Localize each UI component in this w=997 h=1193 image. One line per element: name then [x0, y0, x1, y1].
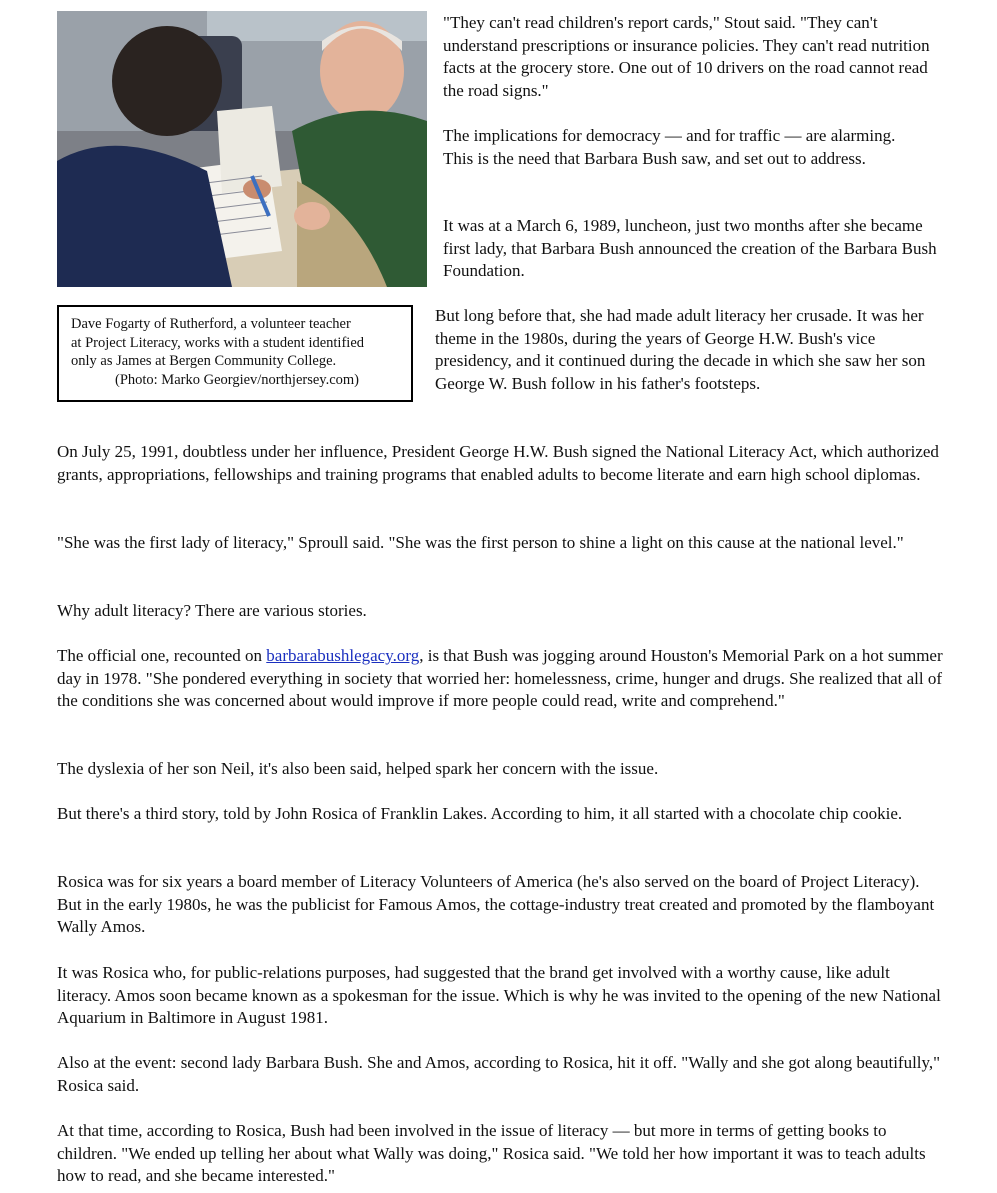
caption-line: Dave Fogarty of Rutherford, a volunteer teacher — [71, 316, 351, 332]
photo-caption — [57, 305, 413, 402]
paragraph: At that time, according to Rosica, Bush had been involved in the issue of literacy — but more in terms of getting books to children. "We ended up telling her about what Wally was doing," Rosica said. "We told her how important it was to teach adults how to read, and she became interested." — [57, 1121, 926, 1185]
caption-credit: (Photo: Marko Georgiev/northjersey.com) — [114, 371, 360, 388]
paragraph — [57, 645, 947, 713]
paragraph: "They can't read children's report cards," Stout said. "They can't understand prescriptions or insurance policies. They can't read nutrition facts at the grocery store. One out of 10 drivers on the road cannot read the road signs." — [443, 13, 930, 100]
paragraph: "She was the first lady of literacy," Sproull said. "She was the first person to shine a light on this cause at the national level." — [57, 533, 904, 552]
caption-line: only as James at Bergen Community College. — [71, 353, 337, 369]
paragraph: But there's a third story, told by John Rosica of Franklin Lakes. According to him, it all started with a chocolate chip cookie. — [57, 804, 903, 823]
paragraph: It was Rosica who, for public-relations purposes, had suggested that the brand get involved with a worthy cause, like adult literacy. Amos soon became known as a spokesman for the issue. Which is why he was invited to the opening of the new National Aquarium in Baltimore in August 1981. — [57, 963, 941, 1027]
text: The official one, recounted on — [57, 646, 267, 665]
photo-icon — [57, 11, 427, 287]
paragraph: But long before that, she had made adult literacy her crusade. It was her theme in the 1980s, during the years of George H.W. Bush's vice presidency, and it continued during the decade in which she saw her son George W. Bush follow in his father's footsteps. — [435, 306, 926, 393]
caption-line: at Project Literacy, works with a student identified — [71, 334, 365, 351]
paragraph: Also at the event: second lady Barbara Bush. She and Amos, according to Rosica, hit it off. "Wally and she got along beautifully," Rosica said. — [57, 1053, 941, 1095]
paragraph: It was at a March 6, 1989, luncheon, just two months after she became first lady, that Barbara Bush announced the creation of the Barbara Bush Foundation. — [443, 216, 937, 280]
paragraph: On July 25, 1991, doubtless under her influence, President George H.W. Bush signed the National Literacy Act, which authorized grants, appropriations, fellowships and training programs that enabled adults to become literate and earn high school diplomas. — [57, 442, 939, 484]
paragraph: Rosica was for six years a board member of Literacy Volunteers of America (he's also served on the board of Project Literacy). But in the early 1980s, he was the publicist for Famous Amos, the cottage-industry treat created and promoted by the flamboyant Wally Amos. — [57, 872, 935, 936]
paragraph: The implications for democracy — and for traffic — are alarming. This is the need that Barbara Bush saw, and set out to address. — [443, 126, 896, 168]
barbarabushlegacy-link[interactable]: barbarabushlegacy.org — [266, 646, 420, 665]
text: , is that Bush was jogging around Houston's Memorial Park on a hot summer day in 1978. "She pondered everything in society that worried her: homelessness, crime, hunger and drugs. She realized that all of the conditions she was concerned about would improve if more people could read, write and comprehend." — [57, 646, 943, 710]
paragraph: Why adult literacy? There are various stories. — [57, 601, 367, 620]
article-photo — [57, 11, 427, 287]
paragraph: The dyslexia of her son Neil, it's also been said, helped spark her concern with the issue. — [57, 759, 659, 778]
